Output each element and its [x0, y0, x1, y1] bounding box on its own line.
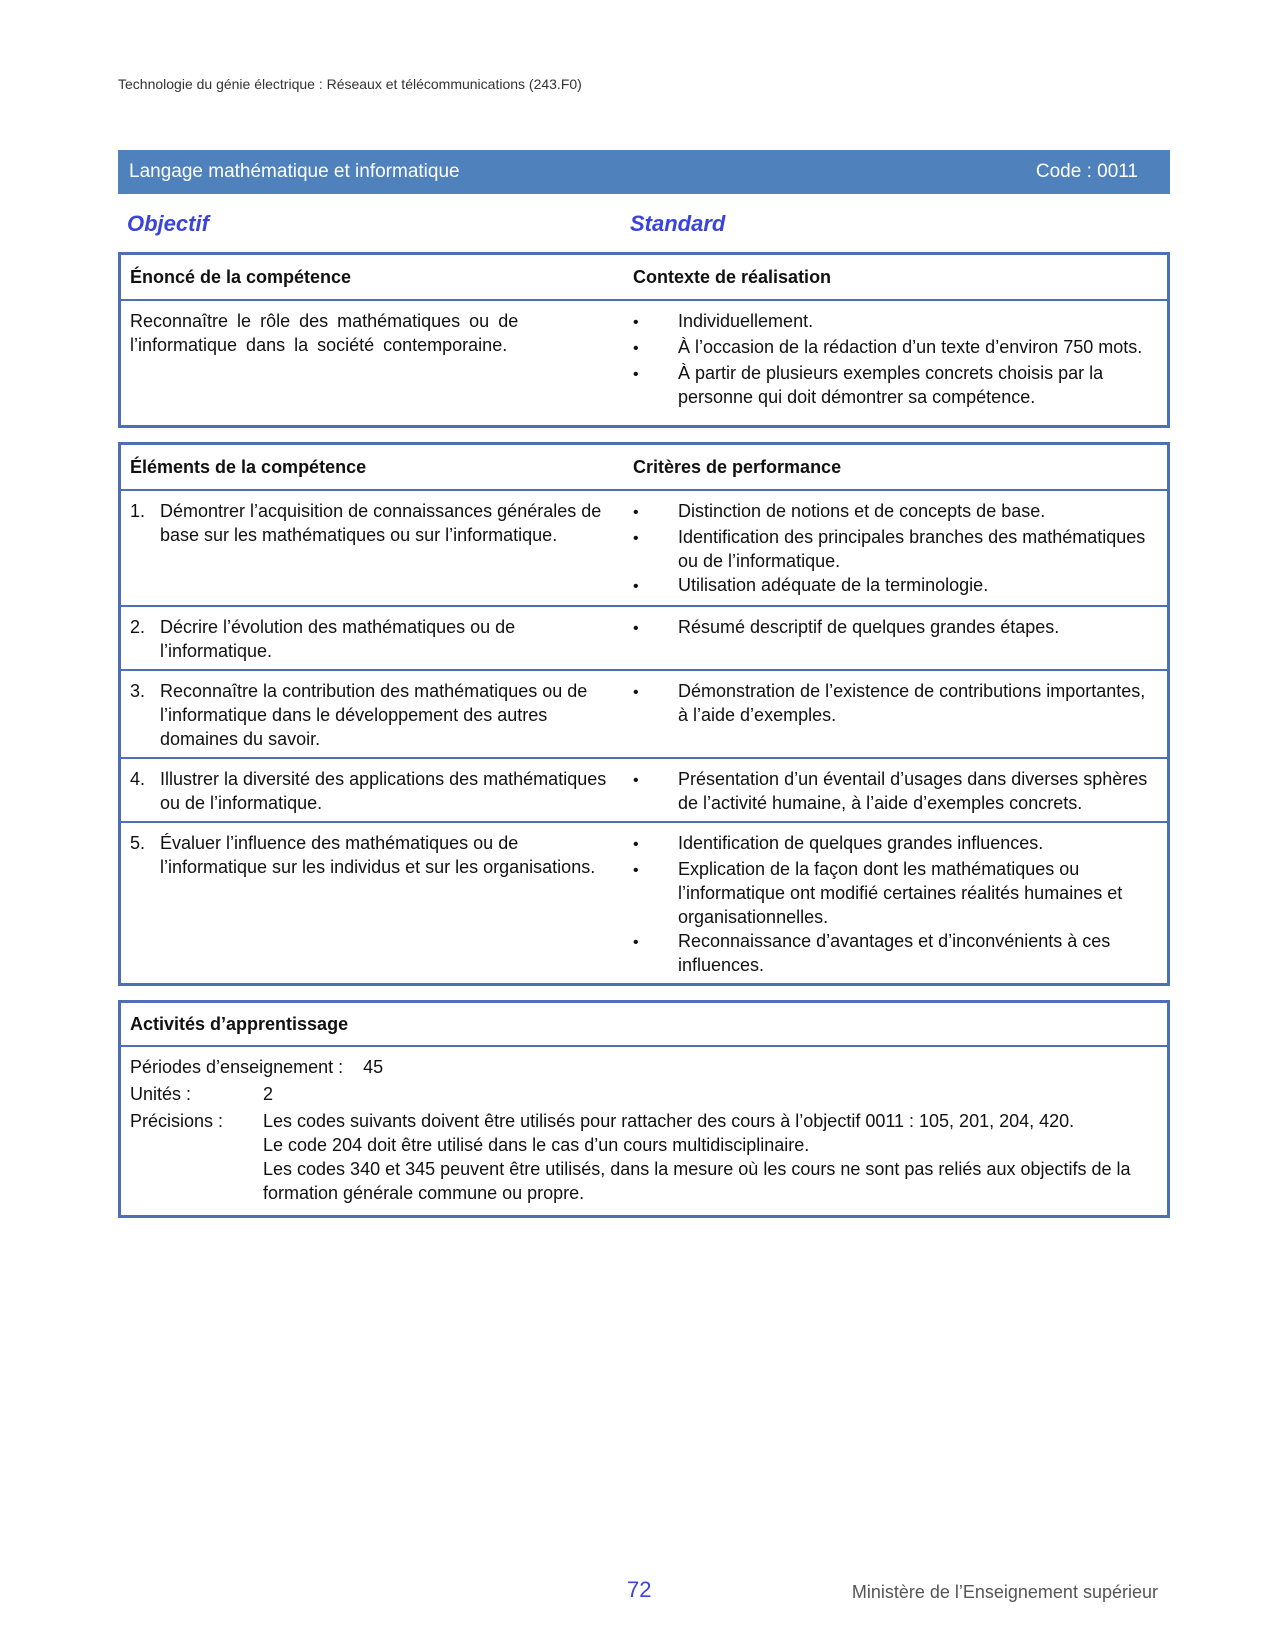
elements-box [118, 442, 1170, 986]
precisions-line [130, 1109, 1158, 1205]
precision-text: Les codes 340 et 345 peuvent être utilisés, dans la mesure où les cours ne sont pas reliés aux objectifs de la formation générale commune ou propre. [263, 1159, 1131, 1203]
objectif-heading: Objectif [127, 211, 209, 236]
bullet-icon [633, 929, 678, 977]
criteria-list [633, 831, 1157, 977]
table-row: 5. Évaluer l’influence des mathématiques ou de l’informatique sur les individus et sur les organisations. • Identification de quelques grandes influences. • Explication de la façon dont les mathématiques ou l’informatique ont modifié certaines réalités humaines et organisationnelles. • Reconnaissance d’avantages et d’inconvénients à ces influences. [121, 823, 1167, 983]
bullet-icon [633, 767, 678, 815]
criteria-list [633, 499, 1157, 599]
enonce-text: Reconnaître le rôle des mathématiques ou de l’informatique dans la société contemporaine. [130, 311, 519, 355]
table-row: 3. Reconnaître la contribution des mathématiques ou de l’informatique dans le développement des autres domaines du savoir. • Démonstration de l’existence de contributions importantes, à l’aide d’exemples. [121, 671, 1167, 759]
periodes-line [130, 1055, 1158, 1079]
unites-line [130, 1082, 1158, 1106]
bullet-icon [633, 615, 678, 641]
standard-heading: Standard [630, 211, 726, 236]
bullet-icon [633, 573, 678, 599]
element-text: Évaluer l’influence des mathématiques ou de l’informatique sur les individus et sur les organisations. [160, 833, 596, 877]
precision-text: Le code 204 doit être utilisé dans le cas d’un cours multidisciplinaire. [263, 1135, 810, 1155]
elements-header: Éléments de la compétence [130, 456, 367, 477]
page-number: 72 [627, 1577, 652, 1602]
activites-box [118, 1000, 1170, 1218]
element-text: Illustrer la diversité des applications des mathématiques ou de l’informatique. [160, 769, 607, 813]
bullet-icon [633, 679, 678, 727]
course-title-bar [118, 150, 1170, 194]
list-item: • Résumé descriptif de quelques grandes étapes. [633, 615, 1157, 641]
criteria-list [633, 679, 1157, 727]
precision-text: Les codes suivants doivent être utilisés pour rattacher des cours à l’objectif 0011 : 105, 201, 204, 420. [263, 1111, 1075, 1131]
bullet-icon [633, 857, 678, 929]
bullet-icon [633, 335, 678, 361]
bullet-icon [633, 831, 678, 857]
activites-header: Activités d’apprentissage [121, 1003, 1167, 1047]
competence-box [118, 252, 1170, 428]
table-row: 4. Illustrer la diversité des applications des mathématiques ou de l’informatique. • Présentation d’un éventail d’usages dans diverses sphères de l’activité humaine, à l’aide d’exemples concrets. [121, 759, 1167, 823]
course-title: Langage mathématique et informatique [129, 161, 460, 182]
contexte-header: Contexte de réalisation [633, 266, 832, 287]
criteria-list [633, 615, 1157, 641]
bullet-icon [633, 525, 678, 573]
elements-header-row [121, 445, 1167, 491]
unites-value: 2 [263, 1084, 274, 1104]
enonce-header: Énoncé de la compétence [130, 266, 352, 287]
element-text: Démontrer l’acquisition de connaissances générales de base sur les mathématiques ou sur l’informatique. [160, 501, 602, 545]
criteres-header: Critères de performance [633, 456, 842, 477]
list-item: • À l’occasion de la rédaction d’un texte d’environ 750 mots. [633, 335, 1157, 361]
course-code: Code : 0011 [1035, 161, 1138, 182]
list-item: • Explication de la façon dont les mathématiques ou l’informatique ont modifié certaines réalités humaines et organisationnelles. [633, 857, 1157, 929]
bullet-icon [633, 499, 678, 525]
criteria-list [633, 767, 1157, 815]
footer-ministry: Ministère de l’Enseignement supérieur [851, 1582, 1158, 1602]
table-row: 2. Décrire l’évolution des mathématiques ou de l’informatique. • Résumé descriptif de quelques grandes étapes. [121, 607, 1167, 671]
element-text: Reconnaître la contribution des mathématiques ou de l’informatique dans le développement des autres domaines du savoir. [160, 681, 588, 749]
list-item: • Présentation d’un éventail d’usages dans diverses sphères de l’activité humaine, à l’aide d’exemples concrets. [633, 767, 1157, 815]
bullet-icon [633, 361, 678, 409]
unites-label: Unités : [130, 1084, 192, 1104]
list-item: • Identification de quelques grandes influences. [633, 831, 1157, 857]
periodes-value: 45 [363, 1057, 384, 1077]
running-head: Technologie du génie électrique : Réseaux et télécommunications (243.F0) [118, 76, 582, 92]
list-item: • Utilisation adéquate de la terminologie. [633, 573, 1157, 599]
competence-header-row [121, 255, 1167, 301]
precisions-label: Précisions : [130, 1111, 224, 1131]
periodes-label: Périodes d’enseignement : [130, 1057, 344, 1077]
competence-body [121, 301, 1167, 409]
contexte-list [633, 309, 1157, 409]
list-item: • Reconnaissance d’avantages et d’inconvénients à ces influences. [633, 929, 1157, 977]
list-item: • Individuellement. [633, 309, 1157, 335]
list-item: • Distinction de notions et de concepts de base. [633, 499, 1157, 525]
table-row: 1. Démontrer l’acquisition de connaissances générales de base sur les mathématiques ou sur l’informatique. • Distinction de notions et de concepts de base. • Identification des principales branches des mathématiques ou de l’informatique. • Utilisation adéquate de la terminologie. [121, 491, 1167, 607]
list-item: • À partir de plusieurs exemples concrets choisis par la personne qui doit démontrer sa compétence. [633, 361, 1157, 409]
element-text: Décrire l’évolution des mathématiques ou de l’informatique. [160, 617, 516, 661]
bullet-icon [633, 309, 678, 335]
list-item: • Identification des principales branches des mathématiques ou de l’informatique. [633, 525, 1157, 573]
list-item: • Démonstration de l’existence de contributions importantes, à l’aide d’exemples. [633, 679, 1157, 727]
